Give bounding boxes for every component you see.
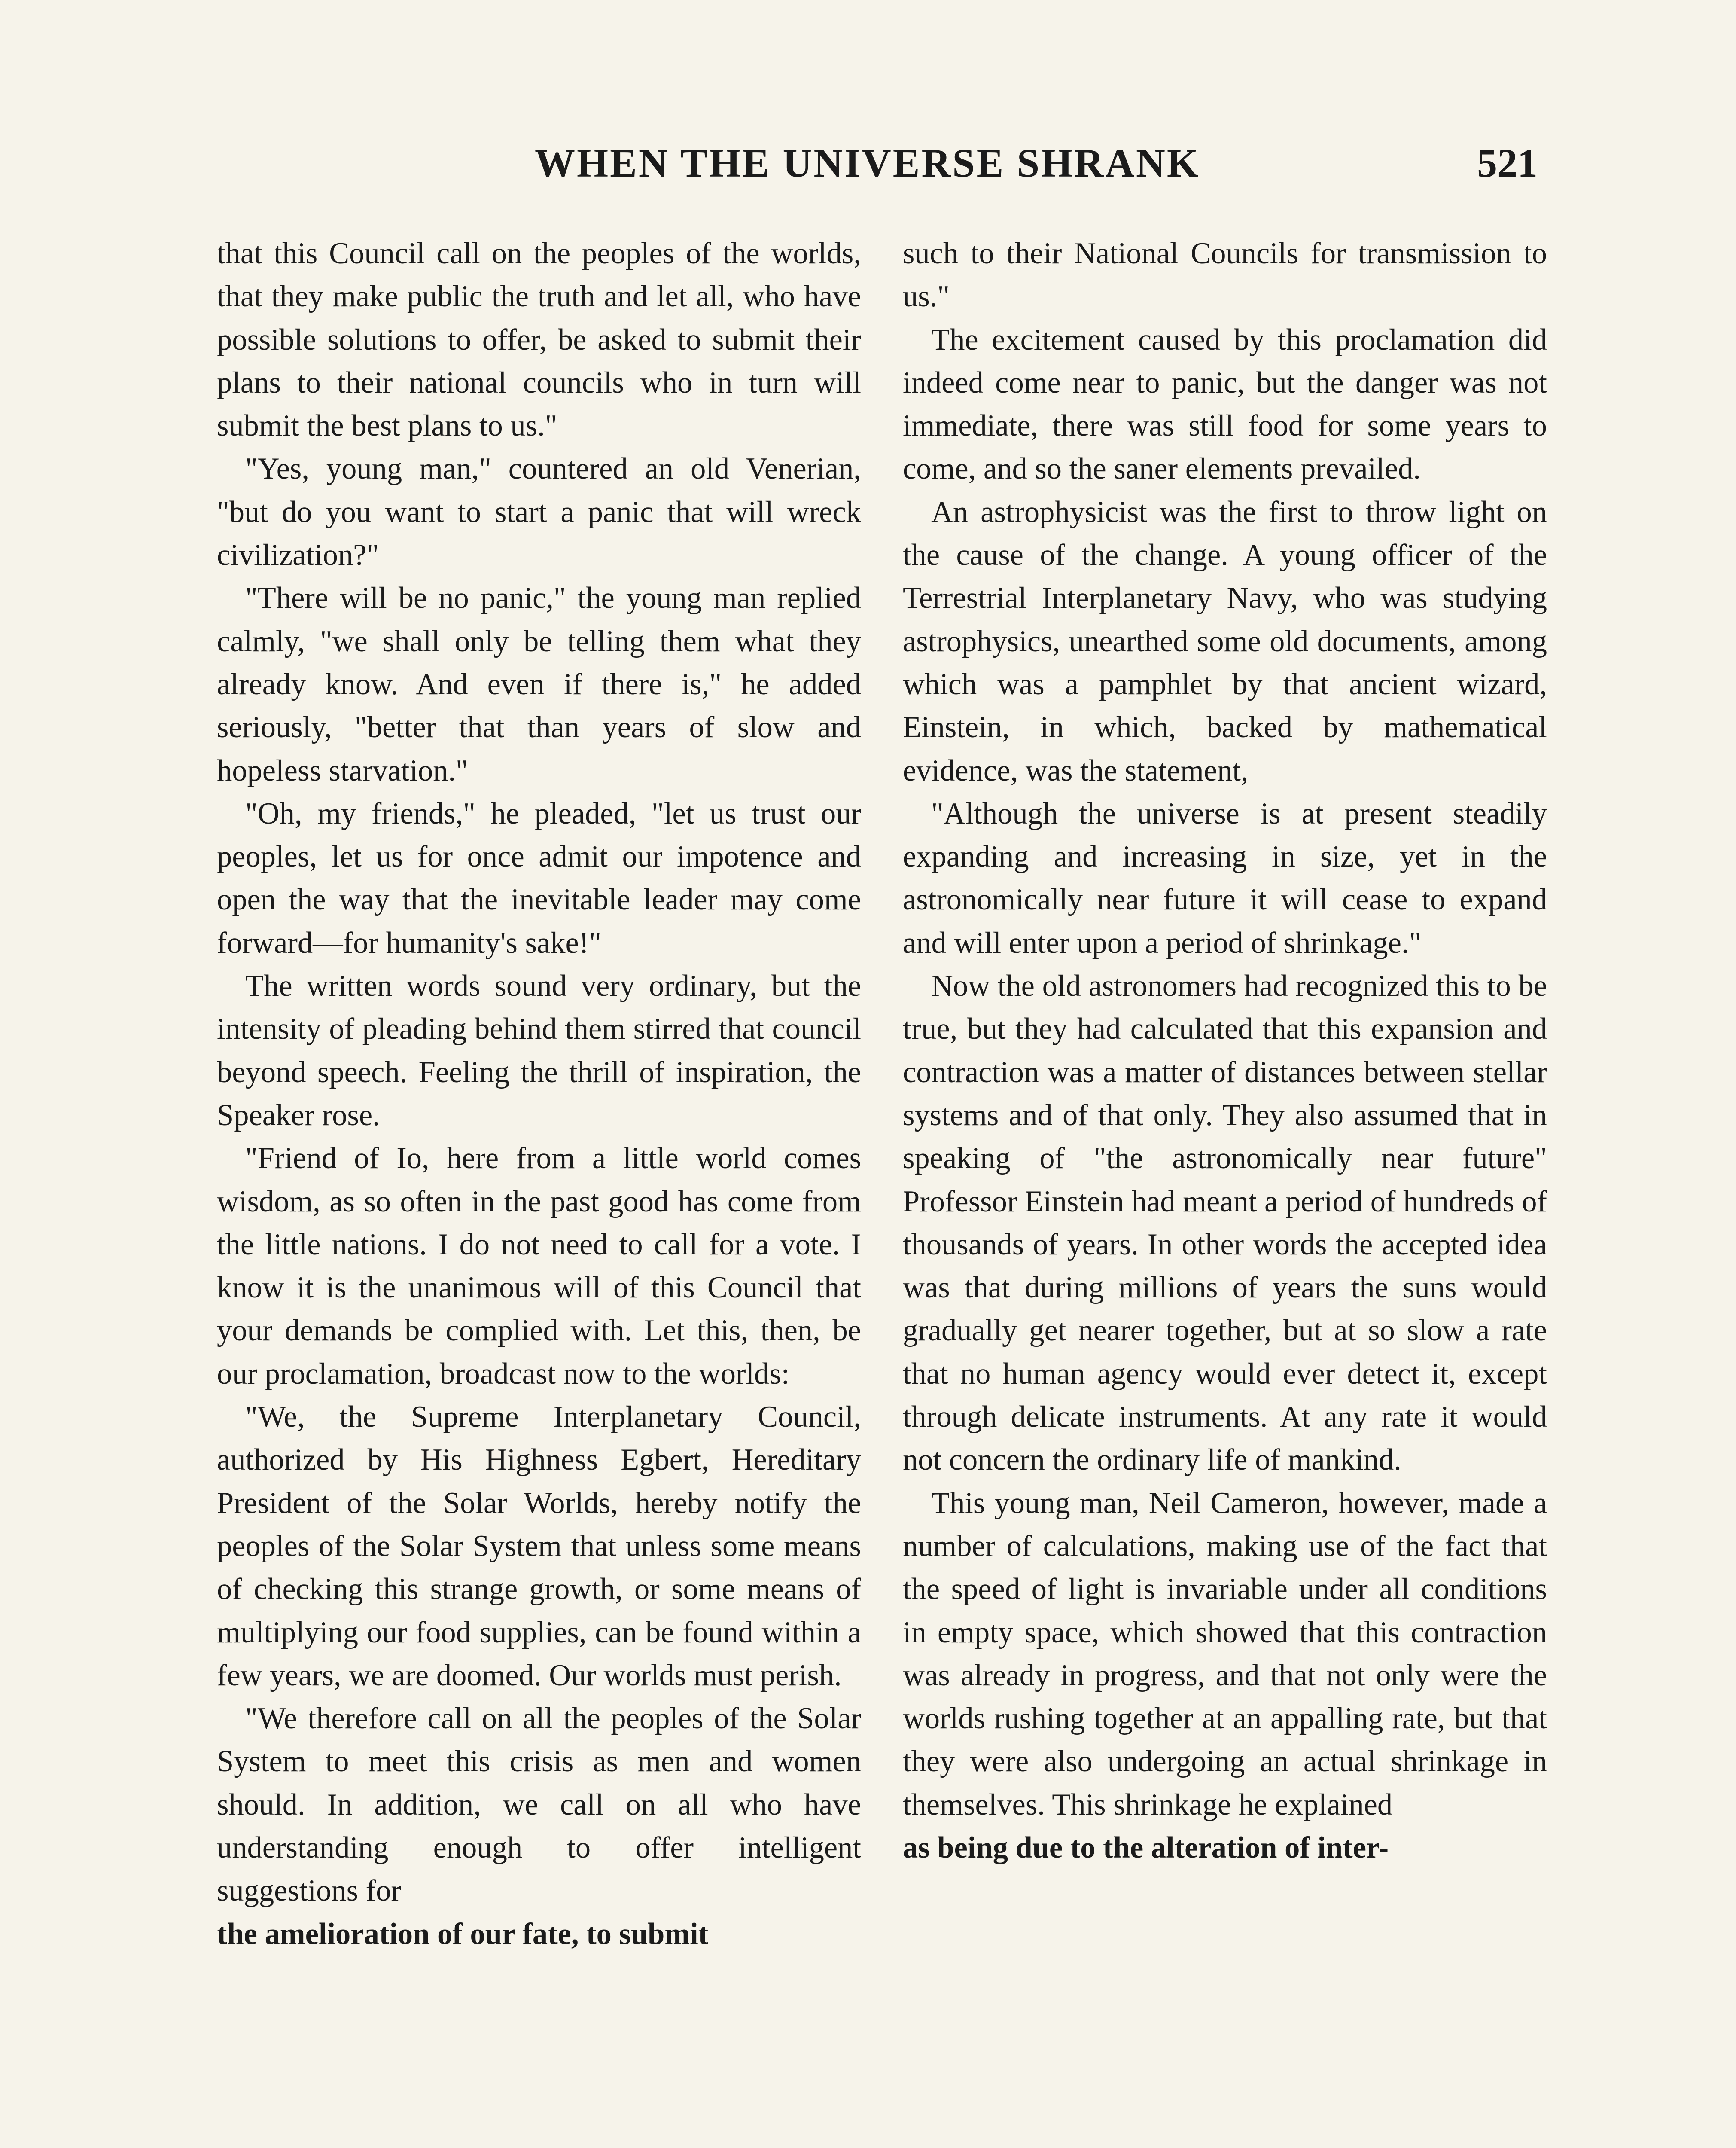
- paragraph: "Although the universe is at present steadily expanding and increasing in size, yet in the astronomically near future it will cease to expand and will enter upon a period of shrinkage.": [903, 796, 1547, 960]
- paragraph: "We, the Supreme Interplanetary Council, authorized by His Highness Egbert, Hereditary President of the Solar Worlds, hereby notify the peoples of the Solar System that unless some means of checking this strange growth, or some means of multiplying our food supplies, can be found within a few years, we are doomed. Our worlds must perish.: [217, 1400, 861, 1692]
- running-title: WHEN THE UNIVERSE SHRANK: [535, 141, 1200, 186]
- paragraph: "There will be no panic," the young man replied calmly, "we shall only be telling them what they already know. And even if there is," he added seriously, "better that than years of slow and hopeless starvation.": [217, 581, 861, 787]
- paragraph: "Friend of Io, here from a little world comes wisdom, as so often in the past good has come from the little nations. I do not need to call for a vote. I know it is the unanimous will of this Council that your demands be complied with. Let this, then, be our proclamation, broadcast now to the worlds:: [217, 1141, 861, 1391]
- running-header: [215, 137, 1538, 197]
- paragraph: "We therefore call on all the peoples of the Solar System to meet this crisis as men and women should. In addition, we call on all who have understanding enough to offer intelligent suggestions for: [217, 1702, 861, 1908]
- paragraph: "Yes, young man," countered an old Venerian, "but do you want to start a panic that will wreck civilization?": [217, 452, 861, 572]
- left-column: [217, 232, 861, 1956]
- paragraph: The excitement caused by this proclamation did indeed come near to panic, but the danger was not immediate, there was still food for some years to come, and so the saner elements prevailed.: [903, 323, 1547, 486]
- paragraph: that this Council call on the peoples of the worlds, that they make public the truth and let all, who have possible solutions to offer, be asked to submit their plans to their national councils who in turn will submit the best plans to us.": [217, 237, 861, 443]
- paragraph: Now the old astronomers had recognized this to be true, but they had calculated that this expansion and contraction was a matter of distances between stellar systems and of that only. They also assumed that in speaking of "the astronomically near future" Professor Einstein had meant a period of hundreds of thousands of years. In other words the accepted idea was that during millions of years the suns would gradually get nearer together, but at so slow a rate that no human agency would ever detect it, except through delicate instruments. At any rate it would not concern the ordinary life of mankind.: [903, 969, 1547, 1477]
- paragraph-final-line: the amelioration of our fate, to submit: [217, 1917, 709, 1951]
- paragraph: "Oh, my friends," he pleaded, "let us trust our peoples, let us for once admit our impotence and open the way that the inevitable leader may come forward—for humanity's sake!": [217, 796, 861, 960]
- paragraph: The written words sound very ordinary, but the intensity of pleading behind them stirred that council beyond speech. Feeling the thrill of inspiration, the Speaker rose.: [217, 969, 861, 1132]
- right-column: [903, 232, 1547, 1869]
- paragraph: such to their National Councils for transmission to us.": [903, 237, 1547, 314]
- paragraph: An astrophysicist was the first to throw light on the cause of the change. A young officer of the Terrestrial Interplanetary Navy, who was studying astrophysics, unearthed some old documents, among which was a pamphlet by that ancient wizard, Einstein, in which, backed by mathematical evidence, was the statement,: [903, 495, 1547, 787]
- paragraph: This young man, Neil Cameron, however, made a number of calculations, making use of the fact that the speed of light is invariable under all conditions in empty space, which showed that this contraction was already in progress, and that not only were the worlds rushing together at an appalling rate, but that they were also undergoing an actual shrinkage in themselves. This shrinkage he explained: [903, 1486, 1547, 1822]
- paragraph-final-line: as being due to the alteration of inter-: [903, 1831, 1389, 1864]
- page-number: 521: [1477, 141, 1538, 186]
